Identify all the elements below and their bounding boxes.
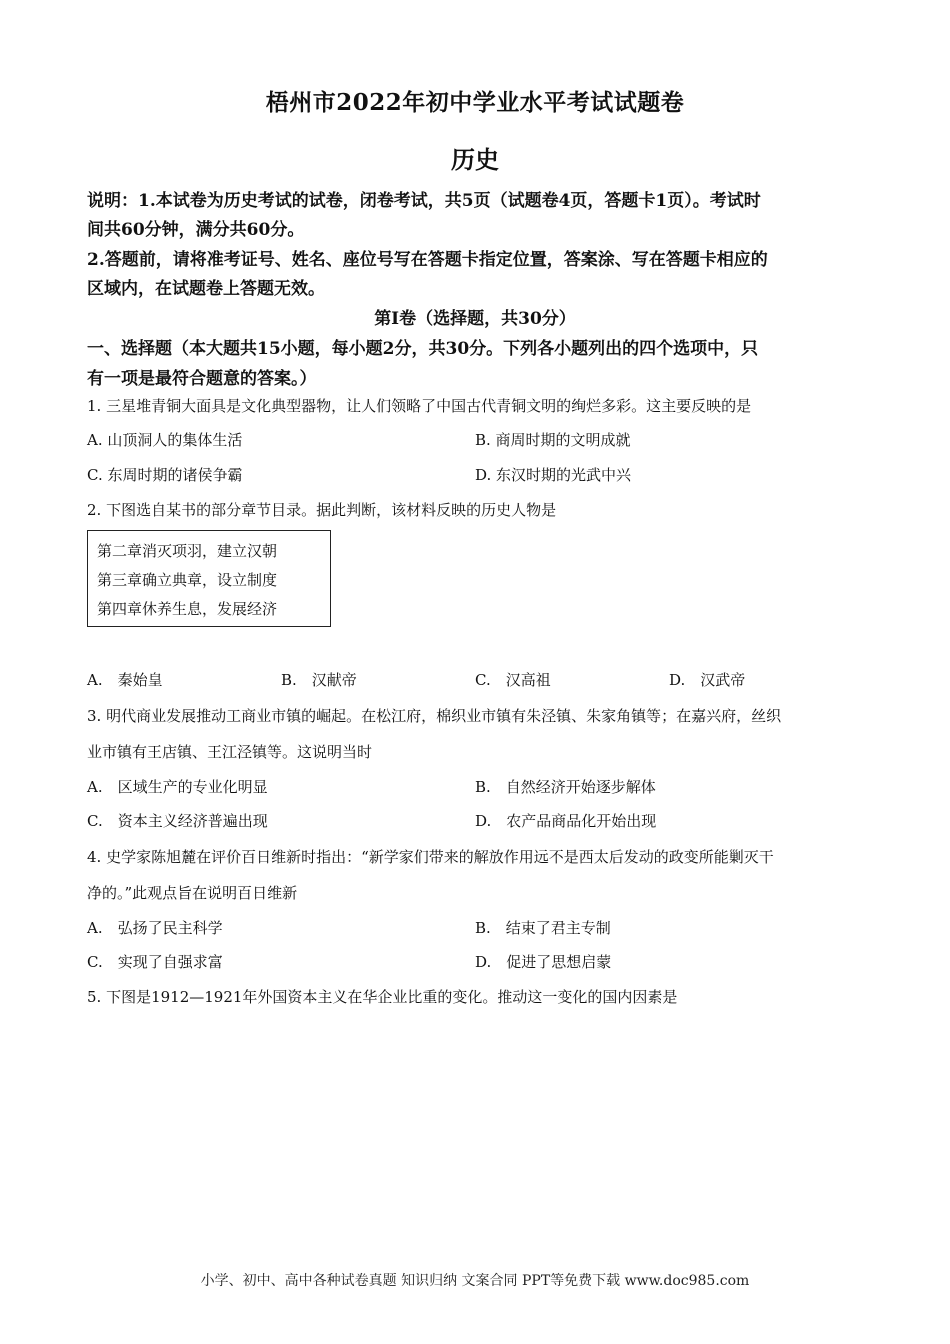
question-3-option-c: C. 资本主义经济普遍出现 xyxy=(87,812,268,830)
question-1-option-b: B. 商周时期的文明成就 xyxy=(475,431,631,449)
question-3-option-b: B. 自然经济开始逐步解体 xyxy=(475,778,656,796)
exam-title: 梧州市2022年初中学业水平考试试题卷 xyxy=(265,89,685,116)
instructions-line-1: 说明：1.本试卷为历史考试的试卷，闭卷考试，共5页（试题卷4页，答题卡1页）。考试时 xyxy=(87,191,761,211)
table-of-contents-box xyxy=(87,530,331,627)
question-4-stem-line-1: 4. 史学家陈旭麓在评价百日维新时指出：“新学家们带来的解放作用远不是西太后发动的政变所能剿灭干 xyxy=(87,848,774,866)
question-1-option-c: C. 东周时期的诸侯争霸 xyxy=(87,466,243,484)
question-1-option-a: A. 山顶洞人的集体生活 xyxy=(87,431,243,449)
question-4-option-d: D. 促进了思想启蒙 xyxy=(475,953,612,971)
section-title: 第I卷（选择题，共30分） xyxy=(374,309,576,329)
question-2-option-b: B. 汉献帝 xyxy=(281,671,357,689)
question-2-option-a: A. 秦始皇 xyxy=(87,671,163,689)
question-3-stem-line-2: 业市镇有王店镇、王江泾镇等。这说明当时 xyxy=(87,743,373,761)
question-4-option-c: C. 实现了自强求富 xyxy=(87,953,223,971)
part-heading-line-1: 一、选择题（本大题共15小题，每小题2分，共30分。下列各小题列出的四个选项中，只 xyxy=(87,339,759,359)
question-4-option-b: B. 结束了君主专制 xyxy=(475,919,611,937)
question-3-option-d: D. 农产品商品化开始出现 xyxy=(475,812,657,830)
question-2-stem: 2. 下图选自某书的部分章节目录。据此判断，该材料反映的历史人物是 xyxy=(87,501,557,519)
toc-line-3: 第四章休养生息，发展经济 xyxy=(97,600,278,618)
subject-title: 历史 xyxy=(451,145,499,174)
question-3-option-a: A. 区域生产的专业化明显 xyxy=(87,778,268,796)
question-4-stem-line-2: 净的。”此观点旨在说明百日维新 xyxy=(87,884,298,902)
part-heading-line-2: 有一项是最符合题意的答案。） xyxy=(87,369,317,389)
question-2-option-d: D. 汉武帝 xyxy=(669,671,746,689)
instructions-line-2: 间共60分钟，满分共60分。 xyxy=(87,220,305,240)
page-footer: 小学、初中、高中各种试卷真题 知识归纳 文案合同 PPT等免费下载 www.doc985.com xyxy=(200,1273,750,1289)
toc-line-2: 第三章确立典章，设立制度 xyxy=(97,571,278,589)
instructions-line-4: 区域内，在试题卷上答题无效。 xyxy=(87,279,325,299)
question-1-option-d: D. 东汉时期的光武中兴 xyxy=(475,466,632,484)
toc-line-1: 第二章消灭项羽，建立汉朝 xyxy=(97,542,278,560)
question-4-option-a: A. 弘扬了民主科学 xyxy=(87,919,223,937)
question-5-stem: 5. 下图是1912—1921年外国资本主义在华企业比重的变化。推动这一变化的国内因素是 xyxy=(87,988,678,1006)
question-2-option-c: C. 汉高祖 xyxy=(475,671,551,689)
instructions-line-3: 2.答题前，请将准考证号、姓名、座位号写在答题卡指定位置，答案涂、写在答题卡相应的 xyxy=(87,250,768,270)
question-3-stem-line-1: 3. 明代商业发展推动工商业市镇的崛起。在松江府，棉织业市镇有朱泾镇、朱家角镇等；在嘉兴府，丝织 xyxy=(87,707,782,725)
question-1-stem: 1. 三星堆青铜大面具是文化典型器物，让人们领略了中国古代青铜文明的绚烂多彩。这主要反映的是 xyxy=(87,397,752,415)
